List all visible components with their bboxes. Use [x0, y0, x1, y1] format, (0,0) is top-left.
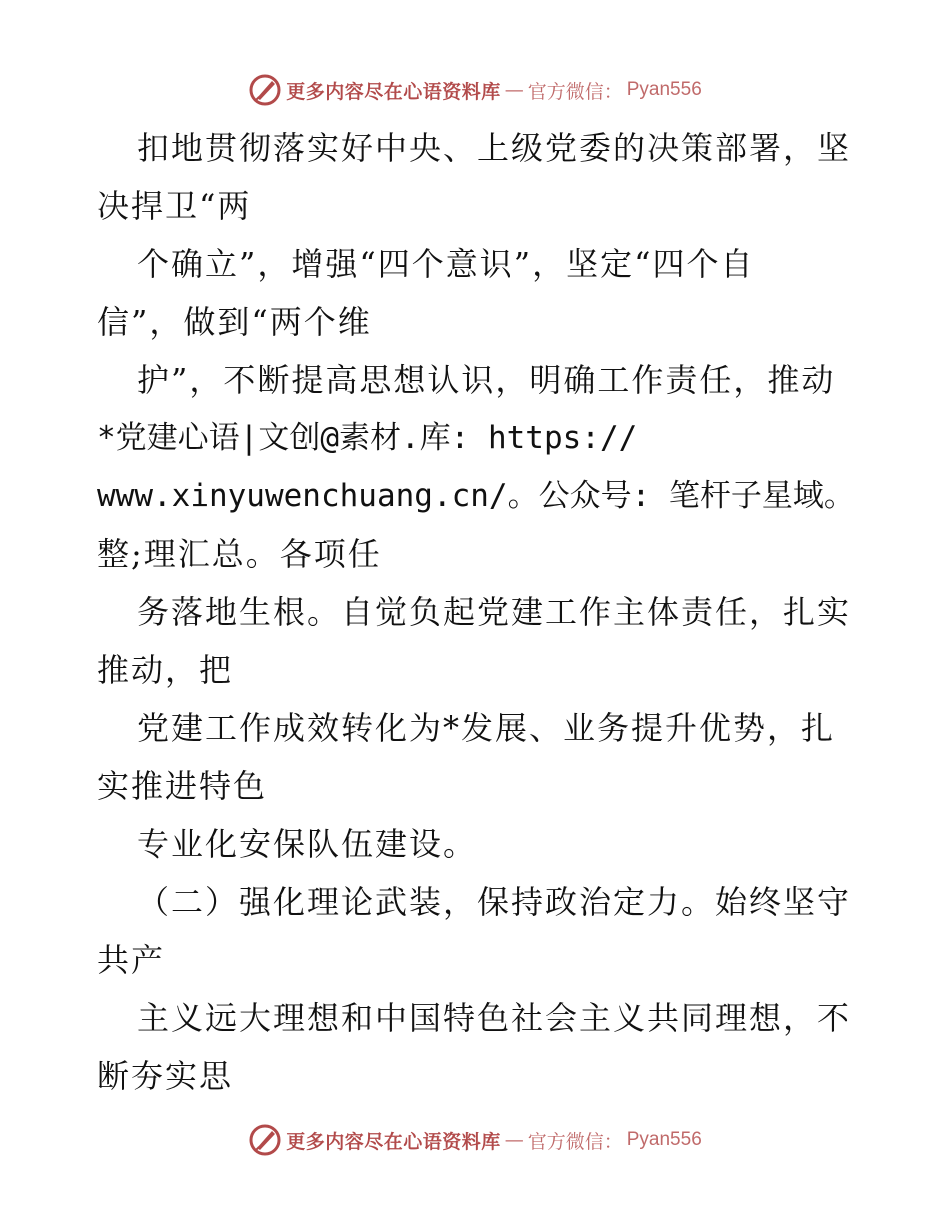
- watermark-sub-text: 官方微信：: [527, 80, 623, 103]
- watermark-main-text: 更多内容尽在心语资料库: [286, 1130, 501, 1153]
- text-line: 护”，不断提高思想认识，明确工作责任，推动: [137, 361, 836, 399]
- text-line: 实推进特色: [97, 767, 268, 805]
- text-line: www.xinyuwenchuang.cn/。公众号: 笔杆子星域。: [97, 478, 855, 514]
- text-line: 扣地贯彻落实好中央、上级党委的决策部署，坚: [137, 129, 852, 167]
- watermark-wechat-id: Pyan556: [626, 1129, 702, 1150]
- text-line: 断夯实思: [97, 1057, 234, 1095]
- watermark-header: [0, 70, 950, 110]
- text-line: （二）强化理论武装，保持政治定力。始终坚守: [137, 883, 852, 921]
- watermark-main-text: 更多内容尽在心语资料库: [286, 80, 501, 103]
- text-line: 决捍卫“两: [97, 187, 252, 225]
- text-line: 共产: [97, 941, 166, 979]
- text-line: 信”，做到“两个维: [97, 303, 372, 341]
- text-line: *党建心语|文创@素材.库: https://: [97, 420, 638, 456]
- watermark-wechat-id: Pyan556: [626, 79, 702, 100]
- text-line: 主义远大理想和中国特色社会主义共同理想，不: [137, 999, 852, 1037]
- text-line: 务落地生根。自觉负起党建工作主体责任，扎实: [137, 593, 852, 631]
- text-line: 整;理汇总。各项任: [97, 535, 382, 573]
- watermark-dash: —: [504, 1129, 524, 1151]
- red-quill-logo-icon: [248, 73, 282, 107]
- text-line: 党建工作成效转化为*发展、业务提升优势，扎: [137, 709, 836, 747]
- text-line: 专业化安保队伍建设。: [137, 825, 478, 863]
- watermark-sub-text: 官方微信：: [527, 1130, 623, 1153]
- text-line: 个确立”，增强“四个意识”，坚定“四个自: [137, 245, 755, 283]
- text-line: 推动，把: [97, 651, 234, 689]
- red-quill-logo-icon: [248, 1123, 282, 1157]
- watermark-footer: [0, 1120, 950, 1160]
- watermark-dash: —: [504, 79, 524, 101]
